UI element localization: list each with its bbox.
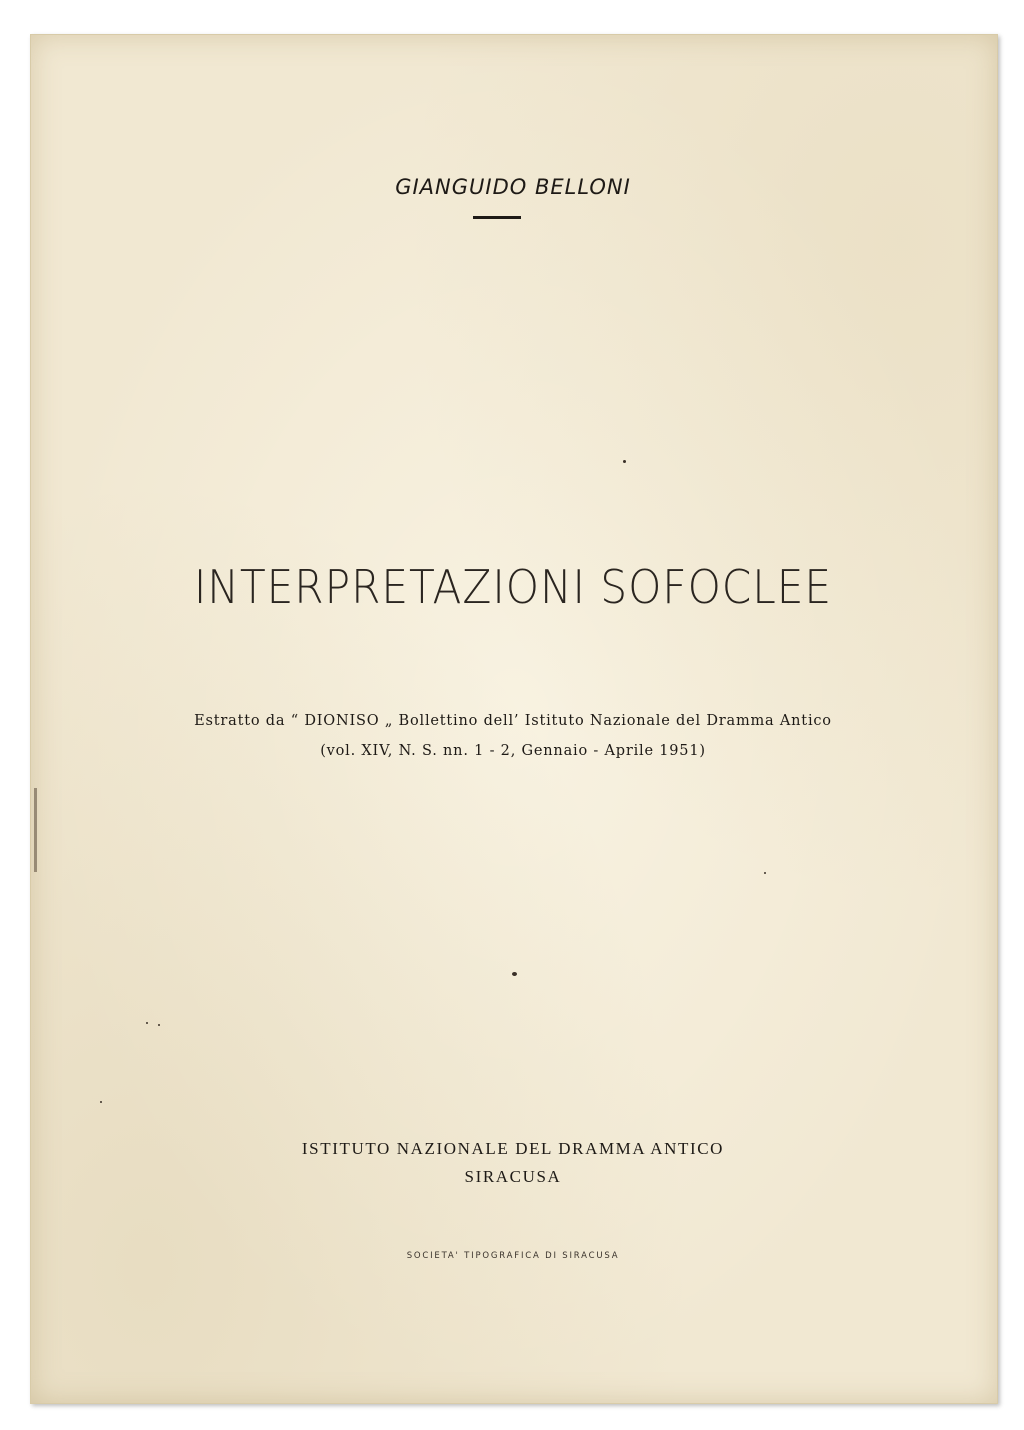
publisher-name: ISTITUTO NAZIONALE DEL DRAMMA ANTICO: [301, 1139, 725, 1158]
paper-speck: [158, 1024, 160, 1026]
paper-speck: [100, 1101, 102, 1103]
author-name: GIANGUIDO BELLONI: [395, 175, 631, 199]
paper-speck: [623, 460, 626, 463]
paper-speck: [146, 1022, 148, 1024]
printer-imprint: SOCIETA' TIPOGRAFICA DI SIRACUSA: [406, 1251, 620, 1261]
publisher-city: SIRACUSA: [464, 1167, 562, 1186]
book-title: INTERPRETAZIONI SOFOCLEE: [193, 560, 833, 614]
author-underline-rule: [473, 216, 521, 219]
paper-speck: [764, 872, 766, 874]
spine-staple-mark: [34, 788, 37, 872]
paper-speck: [512, 972, 517, 976]
extract-note-line-2: (vol. XIV, N. S. nn. 1 - 2, Gennaio - Aprile 1951): [320, 743, 706, 759]
extract-note-line-1: Estratto da “ DIONISO „ Bollettino dell’ Istituto Nazionale del Dramma Antico: [194, 713, 832, 729]
